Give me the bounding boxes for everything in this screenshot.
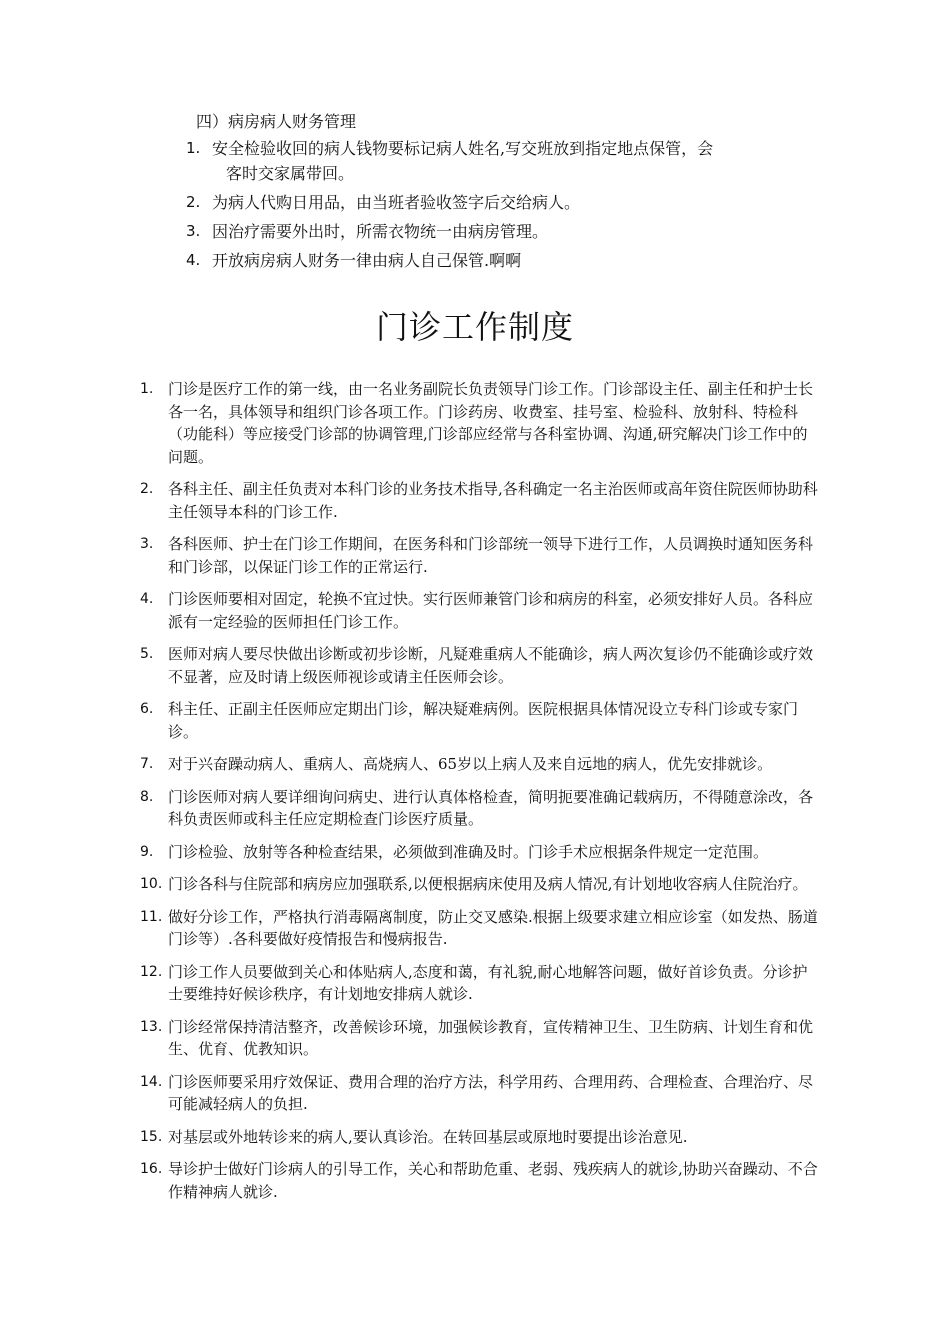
section-heading: 四）病房病人财务管理 — [196, 112, 357, 131]
list-item-line: 安全检验收回的病人钱物要标记病人姓名,写交班放到指定地点保管，会 — [212, 139, 714, 158]
list-item — [186, 190, 816, 215]
page-title: 门诊工作制度 — [375, 308, 574, 347]
rule-text: 门诊工作人员要做到关心和体贴病人,态度和蔼，有礼貌,耐心地解答问题，做好首诊负责。分诊护士要维持好候诊秩序，有计划地安排病人就诊. — [168, 962, 808, 1003]
rule-item — [140, 643, 820, 688]
rule-number: 6. — [140, 701, 154, 717]
rule-item — [140, 378, 820, 468]
rule-text: 科主任、正副主任医师应定期出门诊，解决疑难病例。医院根据具体情况设立专科门诊或专家门诊。 — [168, 700, 799, 741]
list-item-text: 开放病房病人财务一律由病人自己保管.啊啊 — [212, 251, 522, 270]
rule-item — [140, 841, 820, 864]
rule-number: 3. — [140, 536, 154, 552]
rule-number: 4. — [140, 591, 154, 607]
rule-number: 13. — [140, 1018, 163, 1035]
rule-text: 对基层或外地转诊来的病人,要认真诊治。在转回基层或原地时要提出诊治意见. — [168, 1127, 688, 1146]
rule-item — [140, 1016, 820, 1061]
list-item-text: 为病人代购日用品，由当班者验收签字后交给病人。 — [212, 193, 581, 212]
rule-item — [140, 906, 820, 951]
rule-number: 9. — [140, 843, 154, 860]
finance-management-list — [186, 136, 816, 277]
rule-number: 5. — [140, 646, 154, 662]
list-item-text: 因治疗需要外出时，所需衣物统一由病房管理。 — [212, 222, 549, 241]
rule-item — [140, 873, 820, 896]
rule-text: 门诊是医疗工作的第一线，由一名业务副院长负责领导门诊工作。门诊部设主任、副主任和护士长各一名，具体领导和组织门诊各项工作。门诊药房、收费室、挂号室、检验科、放射科、特检科（功能科）等应接受门诊部的协调管理,门诊部应经常与各科室协调、沟通,研究解决门诊工作中的问题。 — [168, 380, 814, 466]
rule-number: 16. — [140, 1161, 163, 1177]
rule-item — [140, 753, 820, 776]
rule-text: 各科主任、副主任负责对本科门诊的业务技术指导,各科确定一名主治医师或高年资住院医师协助科主任领导本科的门诊工作. — [168, 480, 818, 521]
rule-text: 门诊医师要采用疗效保证、费用合理的治疗方法，科学用药、合理用药、合理检查、合理治疗、尽可能减轻病人的负担. — [168, 1072, 814, 1113]
rule-number: 10. — [140, 876, 163, 892]
rule-number: 7. — [140, 756, 154, 772]
rule-item — [140, 786, 820, 831]
rule-item — [140, 588, 820, 633]
rule-number: 12. — [140, 963, 163, 980]
rule-text: 医师对病人要尽快做出诊断或初步诊断，凡疑难重病人不能确诊，病人两次复诊仍不能确诊或疗效不显著，应及时请上级医师视诊或请主任医师会诊。 — [168, 645, 814, 686]
rule-number: 8. — [140, 788, 154, 805]
rule-number: 2. — [140, 481, 154, 497]
rule-text: 门诊各科与住院部和病房应加强联系,以便根据病床使用及病人情况,有计划地收容病人住院治疗。 — [168, 875, 808, 893]
rule-number: 1. — [140, 381, 154, 397]
rule-item — [140, 1126, 820, 1149]
rule-item — [140, 1158, 820, 1203]
rule-text: 做好分诊工作，严格执行消毒隔离制度，防止交叉感染.根据上级要求建立相应诊室（如发热、肠道门诊等）.各科要做好疫情报告和慢病报告. — [168, 907, 818, 948]
rule-item — [140, 961, 820, 1006]
rule-text: 门诊经常保持清洁整齐，改善候诊环境，加强候诊教育，宣传精神卫生、卫生防病、计划生育和优生、优育、优教知识。 — [168, 1017, 814, 1058]
list-item — [186, 219, 816, 244]
rule-text: 导诊护士做好门诊病人的引导工作，关心和帮助危重、老弱、残疾病人的就诊,协助兴奋躁动、不合作精神病人就诊. — [168, 1160, 818, 1201]
rule-text: 对于兴奋躁动病人、重病人、高烧病人、65岁以上病人及来自远地的病人，优先安排就诊。 — [168, 755, 773, 773]
rule-text: 门诊医师对病人要详细询问病史、进行认真体格检查，简明扼要准确记载病历，不得随意涂改，各科负责医师或科主任应定期检查门诊医疗质量。 — [168, 787, 814, 828]
rule-text: 门诊医师要相对固定，轮换不宜过快。实行医师兼管门诊和病房的科室，必须安排好人员。各科应派有一定经验的医师担任门诊工作。 — [168, 590, 814, 631]
rule-text: 各科医师、护士在门诊工作期间，在医务科和门诊部统一领导下进行工作，人员调换时通知医务科和门诊部，以保证门诊工作的正常运行. — [168, 535, 814, 576]
rule-text: 门诊检验、放射等各种检查结果，必须做到准确及时。门诊手术应根据条件规定一定范围。 — [168, 842, 769, 861]
rule-item — [140, 533, 820, 578]
list-item-text — [212, 139, 816, 186]
rule-number: 15. — [140, 1128, 163, 1145]
list-item-number: 4. — [186, 251, 201, 269]
list-item — [186, 136, 816, 186]
rule-item — [140, 1071, 820, 1116]
rule-number: 11. — [140, 908, 163, 925]
rule-item — [140, 478, 820, 523]
list-item-number: 1. — [186, 139, 201, 157]
list-item-line: 客时交家属带回。 — [226, 164, 355, 183]
list-item — [186, 248, 816, 273]
rule-item — [140, 698, 820, 743]
rule-number: 14. — [140, 1073, 163, 1090]
list-item-number: 3. — [186, 222, 201, 240]
list-item-number: 2. — [186, 193, 201, 211]
outpatient-rules-list — [140, 378, 820, 1213]
